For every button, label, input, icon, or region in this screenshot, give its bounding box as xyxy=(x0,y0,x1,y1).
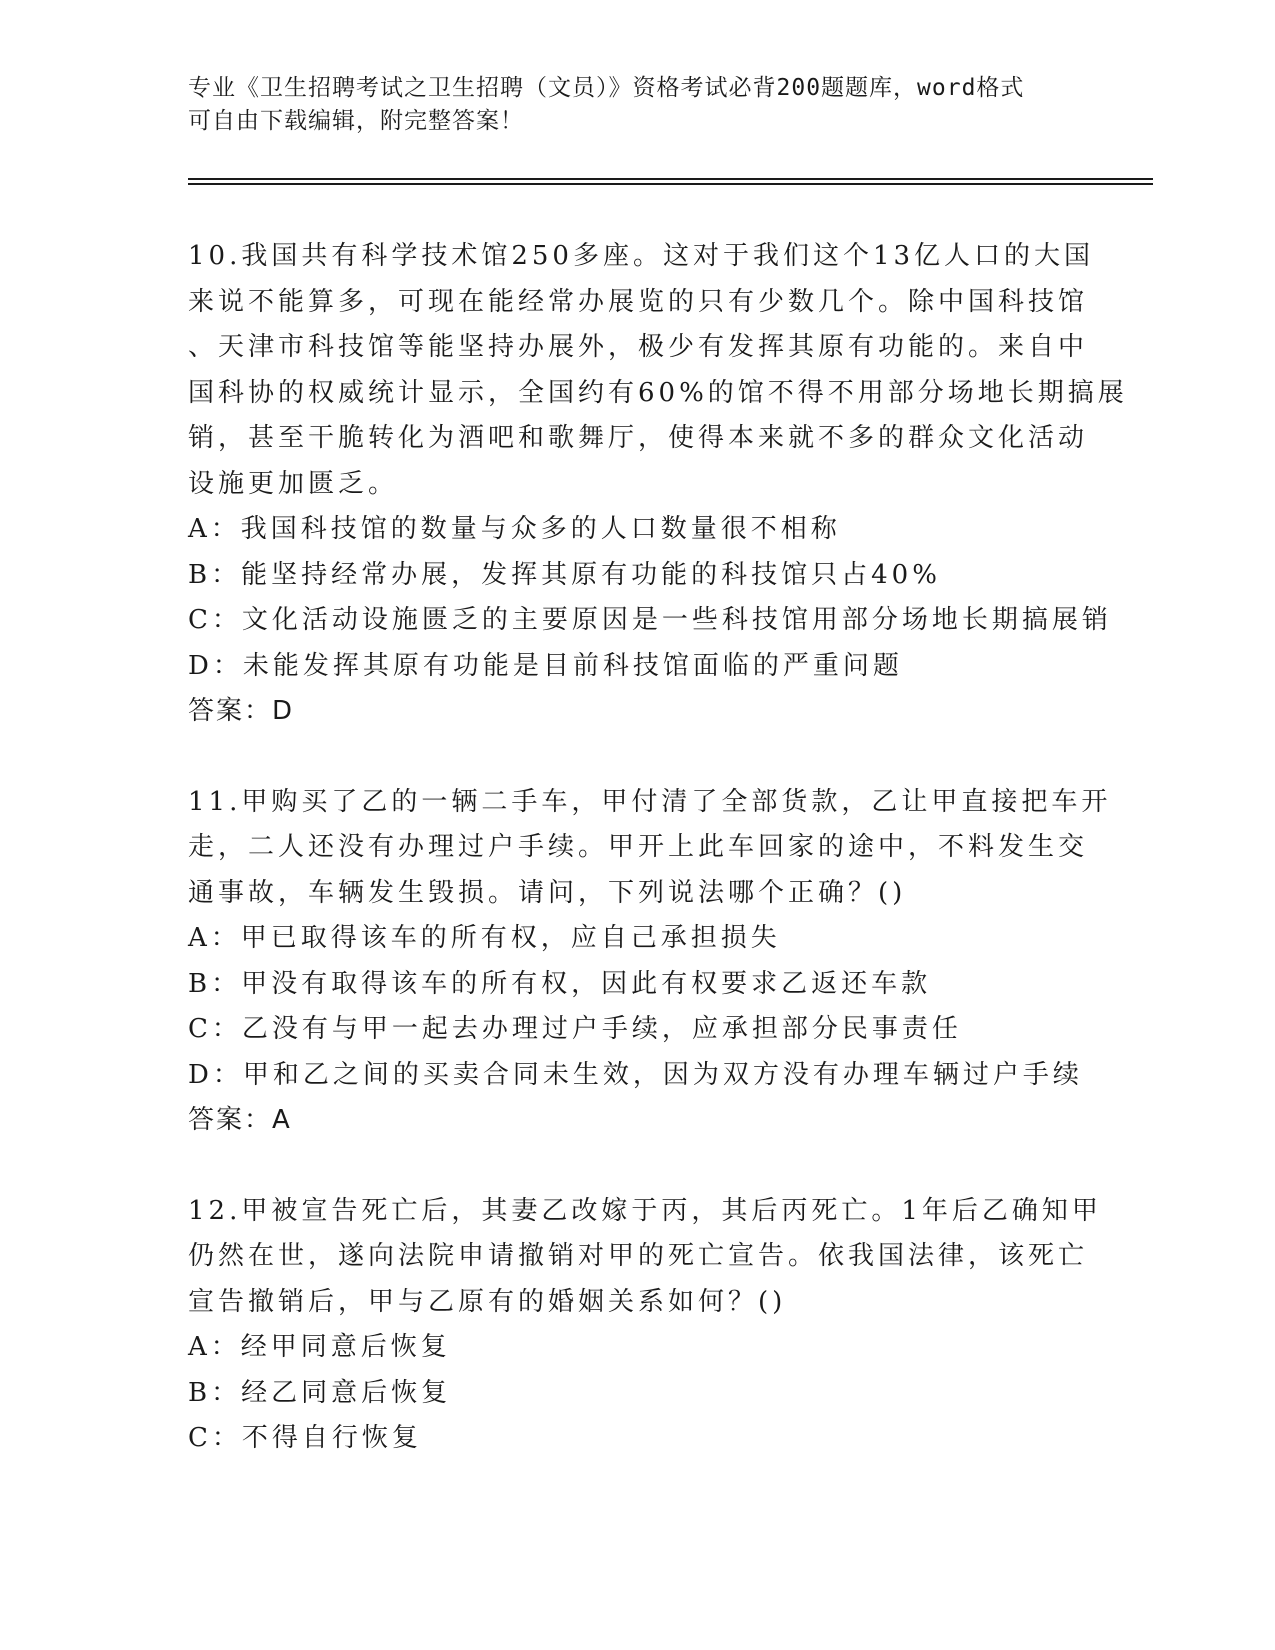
stem-line: 11.甲购买了乙的一辆二手车，甲付清了全部货款，乙让甲直接把车开 xyxy=(188,786,1112,817)
header-divider-top xyxy=(188,178,1153,180)
stem-line: 、天津市科技馆等能坚持办展外，极少有发挥其原有功能的。来自中 xyxy=(188,332,1089,362)
header-line-2: 可自由下载编辑，附完整答案！ xyxy=(188,108,524,134)
question-11 xyxy=(188,780,1112,1144)
option-a: A：甲已取得该车的所有权，应自己承担损失 xyxy=(188,923,781,953)
option-b: B：经乙同意后恢复 xyxy=(188,1377,452,1408)
option-c: C：文化活动设施匮乏的主要原因是一些科技馆用部分场地长期搞展销 xyxy=(188,605,1112,635)
option-b: B：甲没有取得该车的所有权，因此有权要求乙返还车款 xyxy=(188,968,932,999)
stem-line: 销，甚至干脆转化为酒吧和歌舞厅，使得本来就不多的群众文化活动 xyxy=(188,423,1089,453)
option-c: C：不得自行恢复 xyxy=(188,1423,422,1453)
stem-line: 来说不能算多，可现在能经常办展览的只有少数几个。除中国科技馆 xyxy=(188,286,1089,317)
option-a: A：经甲同意后恢复 xyxy=(188,1332,451,1362)
stem-line: 国科协的权威统计显示，全国约有60%的馆不得不用部分场地长期搞展 xyxy=(188,377,1128,408)
stem-line: 宣告撤销后，甲与乙原有的婚姻关系如何？() xyxy=(188,1286,787,1317)
header-divider-bottom xyxy=(188,183,1153,185)
stem-line: 设施更加匮乏。 xyxy=(188,468,399,499)
question-list xyxy=(188,234,1128,1462)
stem-line: 12.甲被宣告死亡后，其妻乙改嫁于丙，其后丙死亡。1年后乙确知甲 xyxy=(188,1195,1102,1226)
question-stem xyxy=(188,780,1112,917)
option-b: B：能坚持经常办展，发挥其原有功能的科技馆只占40% xyxy=(188,559,941,590)
document-header xyxy=(188,72,1088,138)
header-line-1: 专业《卫生招聘考试之卫生招聘（文员）》资格考试必背200题题库，word格式 xyxy=(188,75,1025,101)
option-d: D：甲和乙之间的买卖合同未生效，因为双方没有办理车辆过户手续 xyxy=(188,1059,1083,1090)
question-stem xyxy=(188,234,1128,507)
question-stem xyxy=(188,1189,1102,1326)
option-a: A：我国科技馆的数量与众多的人口数量很不相称 xyxy=(188,514,841,544)
stem-line: 通事故，车辆发生毁损。请问，下列说法哪个正确？() xyxy=(188,877,907,908)
stem-line: 走，二人还没有办理过户手续。甲开上此车回家的途中，不料发生交 xyxy=(188,832,1089,862)
stem-line: 仍然在世，遂向法院申请撤销对甲的死亡宣告。依我国法律，该死亡 xyxy=(188,1241,1089,1271)
answer: 答案：D xyxy=(188,696,295,726)
stem-line: 10.我国共有科学技术馆250多座。这对于我们这个13亿人口的大国 xyxy=(188,241,1095,271)
answer: 答案：A xyxy=(188,1105,292,1135)
option-d: D：未能发挥其原有功能是目前科技馆面临的严重问题 xyxy=(188,650,903,681)
question-10 xyxy=(188,234,1128,735)
option-c: C：乙没有与甲一起去办理过户手续，应承担部分民事责任 xyxy=(188,1014,962,1044)
question-12 xyxy=(188,1189,1102,1462)
